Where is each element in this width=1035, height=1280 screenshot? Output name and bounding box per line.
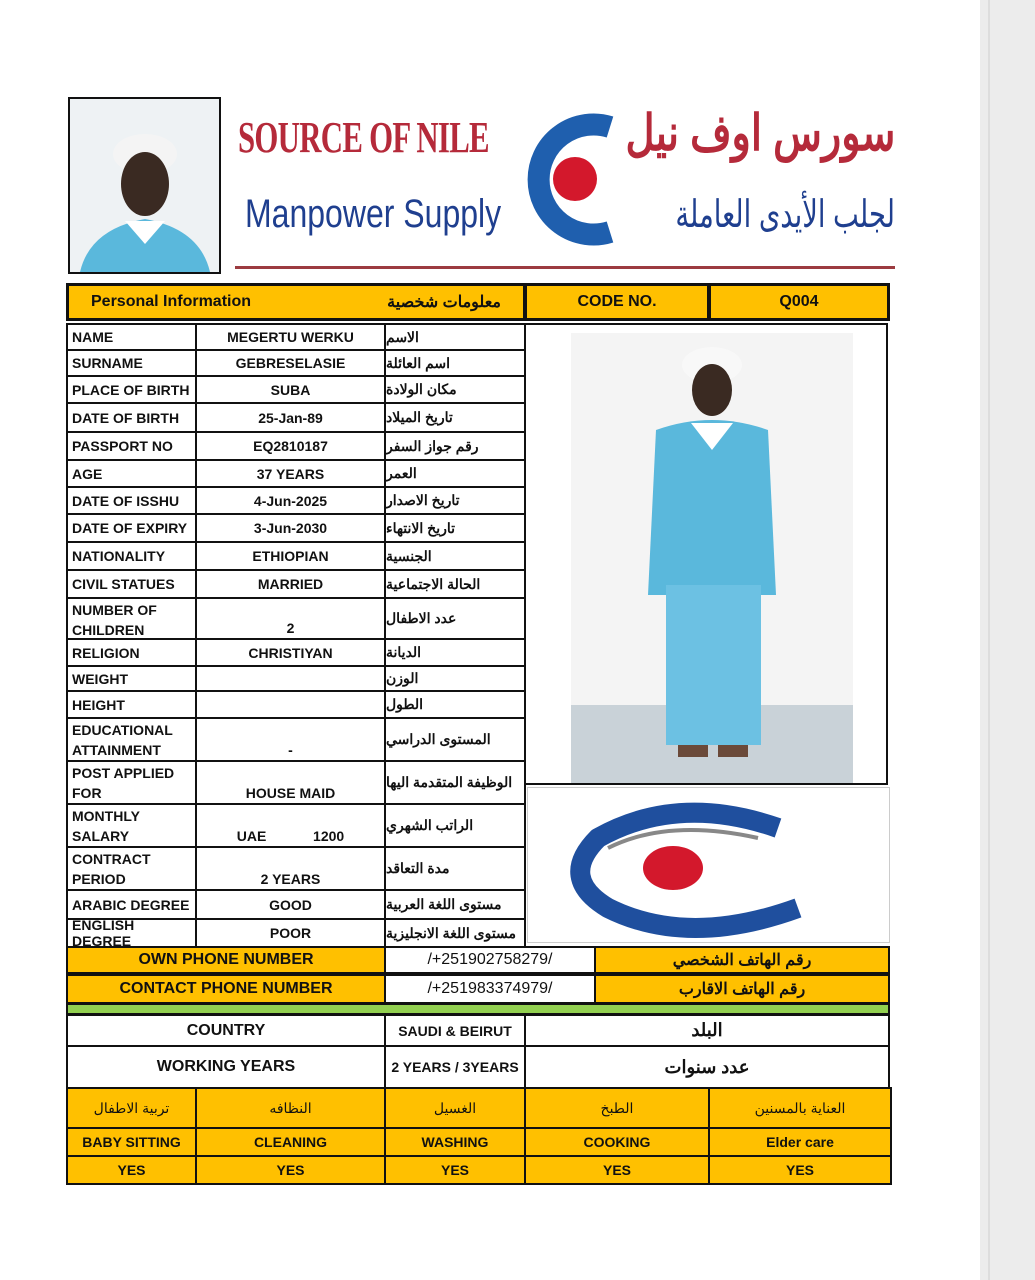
row-label: SURNAME (66, 349, 197, 377)
extra-value: 2 YEARS / 3YEARS (384, 1045, 526, 1089)
row-value: 25-Jan-89 (195, 402, 386, 433)
row-label-ar: مدة التعاقد (384, 846, 526, 891)
phone-label-ar: رقم الهاتف الشخصي (594, 946, 890, 974)
row-value: MARRIED (195, 569, 386, 599)
row-value: 3-Jun-2030 (195, 513, 386, 543)
skill-value: YES (524, 1155, 710, 1185)
extra-label-ar: عدد سنوات (524, 1045, 890, 1089)
row-label: DATE OF ISSHU (66, 486, 197, 515)
page-edge (988, 0, 990, 1280)
row-label-ar: الراتب الشهري (384, 803, 526, 848)
brand-subtitle-ar: لجلب الأيدى العاملة (675, 194, 895, 236)
row-label: POST APPLIED FOR (66, 760, 197, 805)
row-label-ar: العمر (384, 459, 526, 488)
code-label: CODE NO. (524, 283, 710, 321)
row-label: RELIGION (66, 638, 197, 667)
code-value: Q004 (708, 283, 890, 321)
row-label: ARABIC DEGREE (66, 889, 197, 920)
row-label-ar: الحالة الاجتماعية (384, 569, 526, 599)
row-value: SUBA (195, 375, 386, 404)
company-logo-image (527, 787, 890, 943)
row-label-ar: تاريخ الميلاد (384, 402, 526, 433)
row-label-ar: الديانة (384, 638, 526, 667)
row-label-ar: الطول (384, 690, 526, 719)
row-label-ar: الجنسية (384, 541, 526, 571)
row-label: NUMBER OF CHILDREN (66, 597, 197, 640)
row-label: CONTRACT PERIOD (66, 846, 197, 891)
row-label-ar: عدد الاطفال (384, 597, 526, 640)
skill-label: COOKING (524, 1127, 710, 1157)
skill-label: WASHING (384, 1127, 526, 1157)
brand-name-en: SOURCE OF NILE (238, 113, 489, 162)
row-value: 2 (195, 597, 386, 640)
brand-subtitle-en: Manpower Supply (245, 192, 502, 236)
row-label-ar: تاريخ الاصدار (384, 486, 526, 515)
row-label-ar: مكان الولادة (384, 375, 526, 404)
row-label: ENGLISH DEGREE (66, 918, 197, 948)
skill-label: CLEANING (195, 1127, 386, 1157)
phone-label-ar: رقم الهاتف الاقارب (594, 974, 890, 1004)
row-value: 4-Jun-2025 (195, 486, 386, 515)
row-label-ar: تاريخ الانتهاء (384, 513, 526, 543)
extra-label-ar: البلد (524, 1014, 890, 1047)
row-label: NAME (66, 323, 197, 351)
row-label-ar: اسم العائلة (384, 349, 526, 377)
row-value: POOR (195, 918, 386, 948)
phone-label: OWN PHONE NUMBER (66, 946, 386, 974)
header-divider (235, 266, 895, 269)
skill-label-ar: الطبخ (524, 1087, 710, 1129)
row-label-ar: المستوى الدراسي (384, 717, 526, 762)
row-label: DATE OF EXPIRY (66, 513, 197, 543)
phone-value: /+251983374979/ (384, 974, 596, 1004)
row-value: ETHIOPIAN (195, 541, 386, 571)
row-label: EDUCATIONAL ATTAINMENT (66, 717, 197, 762)
row-label-ar: الاسم (384, 323, 526, 351)
brand-logo-icon (515, 97, 635, 262)
row-value: GOOD (195, 889, 386, 920)
row-value: CHRISTIYAN (195, 638, 386, 667)
row-label: DATE OF BIRTH (66, 402, 197, 433)
skill-label-ar: النظافه (195, 1087, 386, 1129)
personal-info-header (66, 283, 526, 321)
phone-value: /+251902758279/ (384, 946, 596, 974)
skill-label: Elder care (708, 1127, 892, 1157)
row-label: HEIGHT (66, 690, 197, 719)
full-body-photo (524, 323, 888, 785)
skill-value: YES (195, 1155, 386, 1185)
skill-label-ar: العناية بالمسنين (708, 1087, 892, 1129)
skill-value: YES (66, 1155, 197, 1185)
row-value: MEGERTU WERKU (195, 323, 386, 351)
row-label: NATIONALITY (66, 541, 197, 571)
row-label-ar: مستوى اللغة العربية (384, 889, 526, 920)
skill-value: YES (384, 1155, 526, 1185)
phone-label: CONTACT PHONE NUMBER (66, 974, 386, 1004)
extra-label: WORKING YEARS (66, 1045, 386, 1089)
row-value: 37 YEARS (195, 459, 386, 488)
row-label: CIVIL STATUES (66, 569, 197, 599)
row-label-ar: الوظيفة المتقدمة اليها (384, 760, 526, 805)
row-label: MONTHLY SALARY (66, 803, 197, 848)
section-title-en: Personal Information (91, 293, 252, 310)
row-label: PLACE OF BIRTH (66, 375, 197, 404)
row-value: UAE 1200 (195, 803, 386, 848)
row-value: - (195, 717, 386, 762)
row-label-ar: مستوى اللغة الانجليزية (384, 918, 526, 948)
row-value (195, 690, 386, 719)
skill-label: BABY SITTING (66, 1127, 197, 1157)
row-value: HOUSE MAID (195, 760, 386, 805)
extra-value: SAUDI & BEIRUT (384, 1014, 526, 1047)
row-value: 2 YEARS (195, 846, 386, 891)
row-value (195, 665, 386, 692)
extra-label: COUNTRY (66, 1014, 386, 1047)
row-label-ar: الوزن (384, 665, 526, 692)
portrait-photo (68, 97, 221, 274)
row-label: WEIGHT (66, 665, 197, 692)
row-label: AGE (66, 459, 197, 488)
skill-value: YES (708, 1155, 892, 1185)
row-value: EQ2810187 (195, 431, 386, 461)
row-label: PASSPORT NO (66, 431, 197, 461)
section-title-ar: معلومات شخصية (387, 294, 501, 311)
skill-label-ar: الغسيل (384, 1087, 526, 1129)
row-value: GEBRESELASIE (195, 349, 386, 377)
skill-label-ar: تربية الاطفال (66, 1087, 197, 1129)
row-label-ar: رقم جواز السفر (384, 431, 526, 461)
brand-name-ar: سورس اوف نيل (625, 105, 895, 161)
